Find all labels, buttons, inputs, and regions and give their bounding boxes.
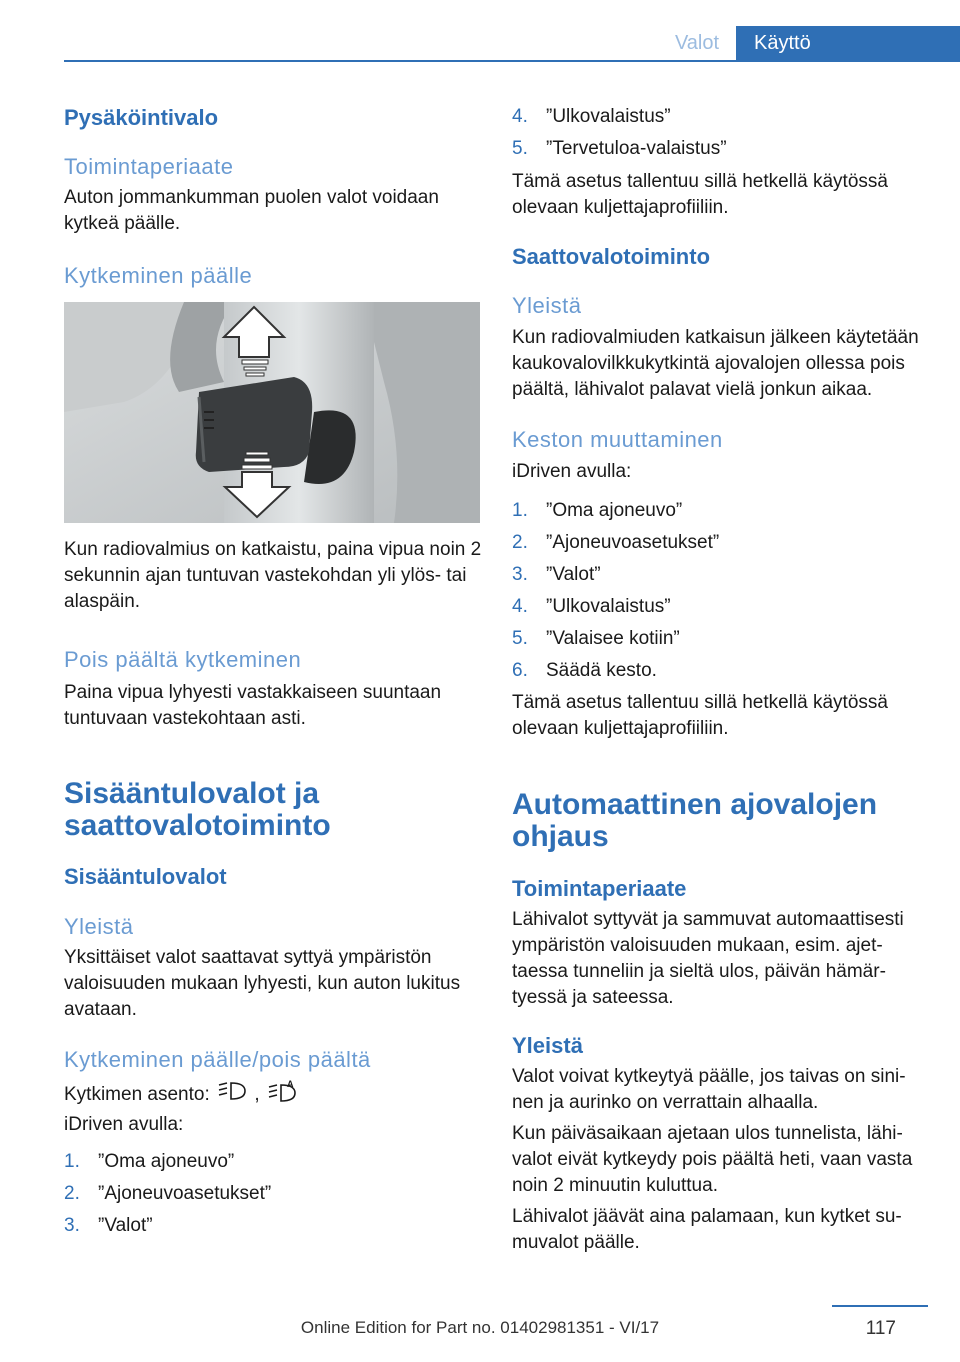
list-item xyxy=(512,498,928,524)
text-toimintaperiaate-right: Lähivalot syttyvät ja sammuvat automaattisesti ympäristön valoisuuden mukaan, esim. ajettaessa tunneliin ja sieltä ulos, päivän hämärtyessä ja sateessa. xyxy=(512,909,904,1008)
list-number: 3. xyxy=(64,1215,80,1236)
list-item xyxy=(512,562,928,588)
right-steps-list-2 xyxy=(512,498,928,684)
text-tallentuu-2: Tämä asetus tallentuu sillä hetkellä käytössä olevaan kuljettajaprofiiliin. xyxy=(512,692,888,739)
list-text: ”Ajoneuvoasetukset” xyxy=(546,532,720,553)
heading-toimintaperiaate-right: Toimintaperiaate xyxy=(512,876,687,901)
heading-automaattinen-ajovalojen-ohjaus: Automaattinen ajovalojen ohjaus xyxy=(512,788,878,853)
list-item xyxy=(64,1213,482,1239)
heading-yleista-right-2: Yleistä xyxy=(512,1033,583,1058)
list-text: ”Valot” xyxy=(546,564,601,585)
heading-sisaantulovalot: Sisääntulovalot xyxy=(64,864,227,889)
heading-pois-paalta: Pois päältä kytkeminen xyxy=(64,647,302,672)
header-section-tab: Valot xyxy=(674,32,720,54)
heading-yleista-left: Yleistä xyxy=(64,914,134,939)
auto-light-icon xyxy=(265,1079,299,1111)
list-item xyxy=(512,104,928,130)
heading-pysakointivalo: Pysäköintivalo xyxy=(64,105,219,130)
text-yleista-right: Kun radiovalmiuden katkaisun jälkeen käytetään kaukovalovilkkukytkintä ajovalojen ollessa pois päältä, lähivalot palavat vielä jonkun aikaa. xyxy=(512,327,919,400)
left-steps-list xyxy=(64,1149,482,1239)
heading-sisaantulovalot-main: Sisääntulovalot ja saattovalotoiminto xyxy=(64,777,331,842)
parking-light-icon xyxy=(215,1079,249,1111)
page-number: 117 xyxy=(865,1318,896,1339)
list-item xyxy=(512,594,928,620)
text-idrive-right: iDriven avulla: xyxy=(512,461,632,482)
list-text: Säädä kesto. xyxy=(546,660,657,681)
heading-kytkeminen-paalle-pois: Kytkeminen päälle/pois päältä xyxy=(64,1047,371,1072)
list-item xyxy=(64,1149,482,1175)
text-tallentuu-1: Tämä asetus tallentuu sillä hetkellä käytössä olevaan kuljettajaprofiiliin. xyxy=(512,171,888,218)
lever-illustration xyxy=(64,302,480,523)
list-item xyxy=(512,136,928,162)
list-item xyxy=(512,530,928,556)
list-number: 2. xyxy=(64,1183,80,1204)
heading-saattovalotoiminto: Saattovalotoiminto xyxy=(512,244,711,269)
list-text: ”Ulkovalaistus” xyxy=(546,106,671,127)
list-text: ”Ajoneuvoasetukset” xyxy=(98,1183,272,1204)
footer-rule xyxy=(832,1305,928,1307)
list-text: ”Valaisee kotiin” xyxy=(546,628,680,649)
header-chapter-tab: Käyttö xyxy=(736,26,960,62)
list-text: ”Oma ajoneuvo” xyxy=(98,1151,235,1172)
text-kytkeminen: Kun radiovalmius on katkaistu, paina vipua noin 2 sekunnin ajan tuntuvan vastekohdan yli ylös- tai alaspäin. xyxy=(64,539,482,612)
text-idrive-left: iDriven avulla: xyxy=(64,1114,184,1135)
right-steps-list-1 xyxy=(512,104,928,162)
footer-edition: Online Edition for Part no. 01402981351 - VI/17 xyxy=(300,1318,660,1337)
heading-yleista-right: Yleistä xyxy=(512,293,582,318)
text-yleista-2c: Lähivalot jäävät aina palamaan, kun kytket sumuvalot päälle. xyxy=(512,1206,902,1253)
text-yleista-left: Yksittäiset valot saattavat syttyä ympäristön valoisuuden mukaan lyhyesti, kun auton lukitus avataan. xyxy=(64,947,461,1020)
heading-kytkeminen-paalle: Kytkeminen päälle xyxy=(64,263,253,288)
text-toimintaperiaate: Auton jommankumman puolen valot voidaan kytkeä päälle. xyxy=(64,187,439,234)
list-number: 4. xyxy=(512,106,528,127)
text-yleista-2b: Kun päiväsaikaan ajetaan ulos tunnelista, lähivalot eivät kytkeydy pois päältä heti, vaan vasta noin 2 minuutin kuluttua. xyxy=(512,1123,913,1196)
header-rule xyxy=(64,60,960,62)
list-item xyxy=(64,1181,482,1207)
list-number: 5. xyxy=(512,138,528,159)
switch-position-line xyxy=(64,1079,482,1111)
list-number: 5. xyxy=(512,628,528,649)
list-number: 1. xyxy=(512,500,528,521)
list-number: 2. xyxy=(512,532,528,553)
lever-photo-icon xyxy=(64,302,480,523)
list-number: 1. xyxy=(64,1151,80,1172)
list-number: 4. xyxy=(512,596,528,617)
text-yleista-2a: Valot voivat kytkeytyä päälle, jos taivas on sininen ja aurinko on verrattain alhaalla. xyxy=(512,1066,906,1113)
text-kytkimen-asento: Kytkimen asento: xyxy=(64,1084,210,1106)
list-item xyxy=(512,658,928,684)
list-text: ”Tervetuloa-valaistus” xyxy=(546,138,727,159)
heading-keston-muuttaminen: Keston muuttaminen xyxy=(512,427,723,452)
text-pois-paalta: Paina vipua lyhyesti vastakkaiseen suuntaan tuntuvaan vastekohtaan asti. xyxy=(64,682,442,729)
heading-toimintaperiaate: Toimintaperiaate xyxy=(64,154,234,179)
text-switch-separator: , xyxy=(254,1084,260,1106)
list-text: ”Oma ajoneuvo” xyxy=(546,500,683,521)
list-number: 3. xyxy=(512,564,528,585)
list-item xyxy=(512,626,928,652)
list-text: ”Ulkovalaistus” xyxy=(546,596,671,617)
list-text: ”Valot” xyxy=(98,1215,153,1236)
svg-text:A: A xyxy=(286,1079,294,1089)
list-number: 6. xyxy=(512,660,528,681)
